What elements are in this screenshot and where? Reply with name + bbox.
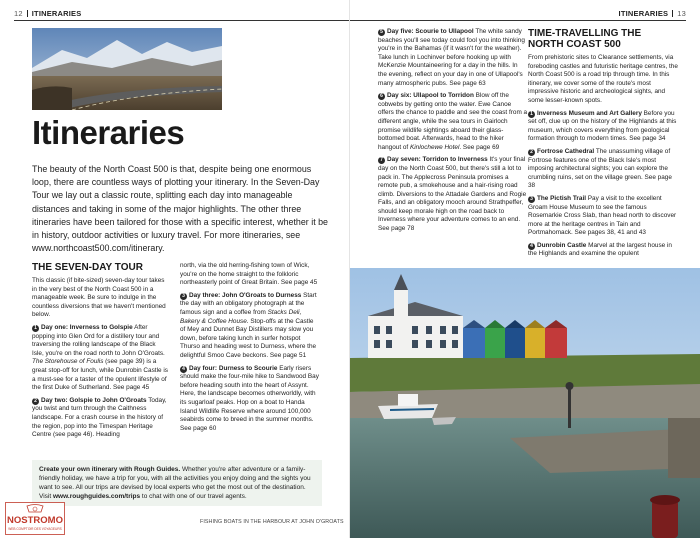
day-three-heading: Day three: John O'Groats to Durness	[189, 291, 302, 299]
photo-caption: FISHING BOATS IN THE HARBOUR AT JOHN O'GROATS	[200, 519, 344, 525]
running-head-divider	[27, 10, 28, 17]
day-one-entry	[32, 324, 168, 393]
tt-stop-1-heading: Inverness Museum and Art Gallery	[537, 109, 642, 117]
column-seven-day-c	[378, 28, 528, 238]
column-time-travelling	[528, 28, 678, 263]
callout-text: Whether you're after adventure or a family-friendly holiday, we have a trip for you, with all the activities you enjoy doing and the sights you want to see. All our trips are devised by local experts who get the most out of the destination. Visit	[39, 466, 311, 500]
tt-stop-1-text: Before you set off, clue up on the history of the Highlands at this museum, which covers everything from geological formation through to modern times. See page 34	[528, 109, 677, 143]
day-three-venue: Stacks Deli, Bakery & Coffee House	[180, 308, 302, 325]
day-two-heading: Day two: Golspie to John O'Groats	[41, 396, 147, 404]
callout-lead: Create your own itinerary with Rough Guides.	[39, 466, 181, 473]
number-badge: 5	[378, 29, 385, 36]
day-six-entry	[378, 92, 528, 152]
number-badge: 6	[378, 93, 385, 100]
column-seven-day-b	[180, 262, 320, 437]
nostromo-watermark-logo	[5, 502, 65, 535]
tt-stop-3-heading: The Pictish Trail	[537, 194, 587, 202]
day-five-text: The white sandy beaches you'll see today could fool you into thinking you're in the Bahamas (if it wasn't for the weather). Take lunch in Lochinver before hooking up with McKenzie Mountaineering for a day in the hills. In the evening, reflect on your day in one of Ullapool's many atmospheric pubs. See page 63	[378, 28, 525, 87]
tt-stop-3	[528, 195, 678, 238]
section-heading-seven-day: THE SEVEN-DAY TOUR	[32, 262, 143, 273]
number-badge: 2	[32, 398, 39, 405]
harbour-photo	[350, 268, 700, 538]
day-two-entry	[32, 397, 168, 440]
day-one-heading: Day one: Inverness to Golspie	[41, 323, 133, 331]
tt-stop-4-text: Marvel at the largest house in the Highlands and examine the opulent	[528, 241, 672, 258]
day-four-entry	[180, 365, 320, 434]
section-heading-time-travelling: TIME-TRAVELLING THE NORTH COAST 500	[528, 28, 642, 50]
header-rule-left	[14, 20, 350, 21]
tt-stop-2-text: The unassuming village of Fortrose features one of the Black Isle's most imposing architectural sights; you can explore the crumbling ruins, set on the village green. See page 38	[528, 147, 672, 190]
day-three-entry	[180, 292, 320, 361]
number-badge: 4	[180, 366, 187, 373]
day-four-heading: Day four: Durness to Scourie	[189, 364, 278, 372]
day-three-text-b: . Stop-offs at the Castle of Mey and Dunnet Bay Distillers may slow you down, before taking lunch in surfer hotspot Thurso and heading west to Durness, where the delightful Smoo Cave beckons. See page 51	[180, 317, 317, 359]
day-four-text: Early risers should make the four-mile hike to Sandwood Bay before heading south into the heart of Assynt. Here, the landscape becomes otherworldly, with its sugarloaf peaks. Hop on a boat to Handa Island Wildlife Reserve where around 100,000 seabirds come to breed in the summer months. See page 60	[180, 364, 319, 432]
day-seven-heading: Day seven: Torridon to Inverness	[387, 156, 488, 164]
header-rule-right	[350, 20, 686, 21]
right-page	[350, 0, 700, 538]
day-three-text-a: Start the day with an obligatory photograph at the famous sign and a coffee from	[180, 291, 317, 316]
tt-stop-1	[528, 110, 678, 144]
page-number-left: 12	[14, 9, 23, 18]
number-badge: 4	[528, 243, 535, 250]
day-one-text-a: After popping into Glen Ord for a distillery tour and traversing the rolling landscape of the Black Isle, you're on the road north to John O'Groats.	[32, 323, 165, 357]
number-badge: 7	[378, 157, 385, 164]
page-number-right: 13	[677, 9, 686, 18]
number-badge: 3	[180, 293, 187, 300]
logo-text: NOSTROMO	[7, 515, 63, 526]
day-six-venue: Kinlochewe Hotel	[409, 143, 460, 151]
number-badge: 1	[32, 325, 39, 332]
number-badge: 2	[528, 149, 535, 156]
day-two-continued: north, via the old herring-fishing town of Wick, you're on the home straight to the folkloric northeasterly point of Great Britain. See page 45	[180, 262, 318, 287]
day-five-entry	[378, 28, 528, 88]
day-one-venue: The Storehouse of Foulis	[32, 358, 104, 366]
running-head-label-left: ITINERARIES	[31, 9, 82, 18]
callout-link[interactable]: www.roughguides.com/trips	[52, 493, 141, 500]
logo-subtext: WEB COMPTOIR DES VOYAGEURS	[8, 527, 62, 531]
tt-stop-2	[528, 148, 678, 191]
number-badge: 3	[528, 196, 535, 203]
section-intro: This classic (if bite-sized) seven-day tour takes in the very best of the North Coast 500 in a manageable week. Be sure to indulge in the countless diversions that we haven't mentioned below.	[32, 277, 166, 319]
day-one-text-b: (see page 39) is a great stop-off for lunch, while Dunrobin Castle is a must-see for a taster of the opulent lifestyle of the first Duke of Sutherland. See page 45	[32, 358, 168, 392]
callout-tail: to chat with one of our travel agents.	[140, 493, 247, 500]
rough-guides-callout	[32, 460, 322, 506]
day-five-heading: Day five: Scourie to Ullapool	[387, 28, 474, 35]
tt-stop-4-heading: Dunrobin Castle	[537, 241, 587, 249]
time-travelling-intro: From prehistoric sites to Clearance settlements, via foreboding castles and futuristic heritage centres, the North Coast 500 is a road trip through time. In this itinerary, we cover some of the route's most impressive historic and archeological sights, and some lesser-known spots.	[528, 54, 678, 104]
day-six-text-a: Blow off the cobwebs by getting onto the water. Ewe Canoe offers the chance to paddle and see the coast from a different angle, while the sea tours in Gairloch promise wildlife sightings aboard their glass-bottomed boat. Afterwards, head to the hiker hangout of	[378, 92, 528, 151]
running-head-left	[14, 9, 81, 18]
tt-stop-2-heading: Fortrose Cathedral	[537, 147, 595, 155]
tt-stop-4	[528, 242, 678, 259]
day-six-heading: Day six: Ullapool to Torridon	[387, 92, 474, 100]
running-head-right	[619, 9, 686, 18]
running-head-divider	[672, 10, 673, 17]
mountain-road-photo	[32, 28, 222, 110]
page-title: Itineraries	[32, 114, 185, 151]
day-seven-text: It's your final day on the North Coast 500, but there's still a lot to pack in. The Applecross Peninsula promises a remote pub, a smokehouse and a hair-rising road climb. Diversions to the Attadale Gardens and Rogie Falls, and an obligatory mooch around Strathpeffer, should keep morale high on the road back to Inverness where your adventure comes to an end. See page 78	[378, 156, 527, 233]
column-seven-day-a	[32, 277, 168, 444]
day-seven-entry	[378, 156, 528, 233]
number-badge: 1	[528, 111, 535, 118]
tt-stop-3-text: Pay a visit to the excellent Groam House Museum to see the famous Rosemarkie Cross Slab, than head north to discover more at the heritage centres in Tain and Portmahomack. See pages 38, 41 and 43	[528, 194, 677, 237]
intro-paragraph: The beauty of the North Coast 500 is that, despite being one enormous loop, there are countless ways of plotting your itinerary. In the Seven-Day Tour we lay out a classic route, splitting each day into manageable distances and taking in some of the major highlights. The other three itineraries have been tailored for those with a specific interest, whether it be in history, outdoor activities or luxury travel. For more itineraries, see www.northcoast500.com/itinerary.	[32, 164, 328, 254]
day-six-text-b: . See page 69	[459, 143, 500, 151]
day-two-text: Today, you twist and turn through the Caithness landscape. For a crash course in the history of the region, pop into the Timespan Heritage Centre (see page 46). Heading	[32, 396, 167, 439]
running-head-label-right: ITINERARIES	[618, 9, 669, 18]
